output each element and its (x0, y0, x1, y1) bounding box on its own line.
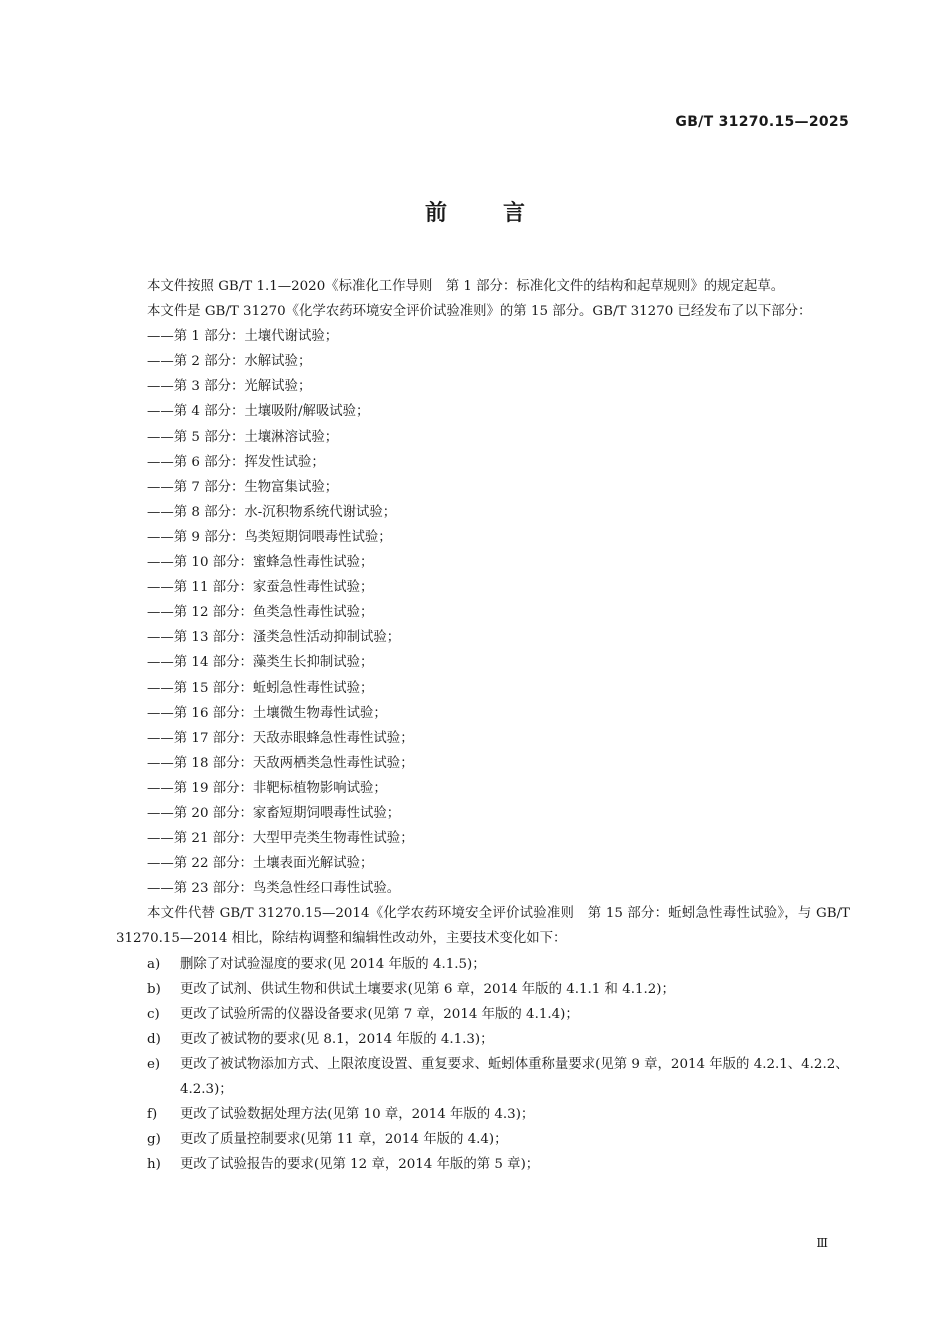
change-item-b (116, 977, 850, 1002)
list-item: ——第 15 部分：蚯蚓急性毒性试验； (147, 680, 374, 696)
list-item: ——第 9 部分：鸟类短期饲喂毒性试验； (147, 529, 392, 545)
list-item: ——第 3 部分：光解试验； (147, 379, 312, 395)
change-text: 更改了试剂、供试生物和供试土壤要求(见第 6 章，2014 年版的 4.1.1 和 4.1.2)； (180, 981, 675, 997)
list-marker: f) (147, 1107, 158, 1123)
list-item: ——第 18 部分：天敌两栖类急性毒性试验； (147, 755, 414, 771)
list-item: ——第 10 部分：蜜蜂急性毒性试验； (147, 555, 374, 571)
list-item: ——第 4 部分：土壤吸附/解吸试验； (147, 404, 370, 420)
list-item: ——第 1 部分：土壤代谢试验； (147, 329, 339, 345)
standard-code: GB/T 31270.15—2025 (675, 114, 849, 130)
changes-list (116, 952, 850, 1178)
change-item-f (116, 1102, 850, 1127)
change-text: 更改了被试物的要求(见 8.1，2014 年版的 4.1.3)； (180, 1031, 494, 1047)
list-marker: d) (147, 1031, 161, 1047)
list-item: ——第 20 部分：家畜短期饲喂毒性试验； (147, 805, 401, 821)
page-title: 前言 (424, 201, 581, 226)
parts-list (116, 324, 850, 901)
change-item-h (116, 1152, 850, 1177)
list-item: ——第 13 部分：溞类急性活动抑制试验； (147, 630, 401, 646)
page-number: Ⅲ (816, 1236, 828, 1250)
list-item: ——第 7 部分：生物富集试验； (147, 479, 339, 495)
list-item: ——第 8 部分：水-沉积物系统代谢试验； (147, 504, 397, 520)
list-marker: g) (147, 1132, 161, 1148)
intro-paragraph-replacement: 本文件代替 GB/T 31270.15—2014《化学农药环境安全评价试验准则 第 15 部分：蚯蚓急性毒性试验》，与 GB/T 31270.15—2014 相比，除结构调整和编辑性改动外，主要技术变化如下： (116, 906, 850, 947)
change-item-g (116, 1127, 850, 1152)
list-item: ——第 14 部分：藻类生长抑制试验； (147, 655, 374, 671)
list-marker: a) (147, 956, 161, 972)
list-item: ——第 6 部分：挥发性试验； (147, 454, 325, 470)
change-text: 更改了试验数据处理方法(见第 10 章，2014 年版的 4.3)； (180, 1107, 535, 1123)
intro-paragraph-series-parts: 本文件是 GB/T 31270《化学农药环境安全评价试验准则》的第 15 部分。GB/T 31270 已经发布了以下部分： (147, 304, 812, 320)
intro-paragraph-drafting-rules: 本文件按照 GB/T 1.1—2020《标准化工作导则 第 1 部分：标准化文件的结构和起草规则》的规定起草。 (147, 279, 785, 294)
change-text: 更改了试验报告的要求(见第 12 章，2014 年版的第 5 章)； (180, 1157, 540, 1173)
list-item: ——第 21 部分：大型甲壳类生物毒性试验； (147, 831, 414, 847)
list-item: ——第 11 部分：家蚕急性毒性试验； (147, 580, 374, 596)
change-text: 删除了对试验湿度的要求(见 2014 年版的 4.1.5)； (180, 956, 486, 972)
list-item: ——第 22 部分：土壤表面光解试验； (147, 856, 374, 872)
change-text: 更改了被试物添加方式、上限浓度设置、重复要求、蚯蚓体重称量要求(见第 9 章，2014 年版的 4.2.1、4.2.2、4.2.3)； (180, 1056, 849, 1097)
list-item: ——第 23 部分：鸟类急性经口毒性试验。 (147, 881, 401, 897)
list-item: ——第 2 部分：水解试验； (147, 354, 312, 370)
change-text: 更改了质量控制要求(见第 11 章，2014 年版的 4.4)； (180, 1132, 508, 1148)
list-item: ——第 12 部分：鱼类急性毒性试验； (147, 605, 374, 621)
list-marker: b) (147, 981, 161, 997)
document-body (116, 274, 850, 1177)
change-item-c (116, 1002, 850, 1027)
list-marker: c) (147, 1006, 160, 1022)
change-text: 更改了试验所需的仪器设备要求(见第 7 章，2014 年版的 4.1.4)； (180, 1006, 579, 1022)
change-item-a (116, 952, 850, 977)
change-item-d (116, 1027, 850, 1052)
list-item: ——第 19 部分：非靶标植物影响试验； (147, 780, 387, 796)
list-item: ——第 17 部分：天敌赤眼蜂急性毒性试验； (147, 730, 414, 746)
change-item-e (116, 1052, 850, 1102)
list-marker: e) (147, 1056, 161, 1072)
list-item: ——第 16 部分：土壤微生物毒性试验； (147, 705, 387, 721)
list-marker: h) (147, 1157, 161, 1173)
list-item: ——第 5 部分：土壤淋溶试验； (147, 429, 339, 445)
